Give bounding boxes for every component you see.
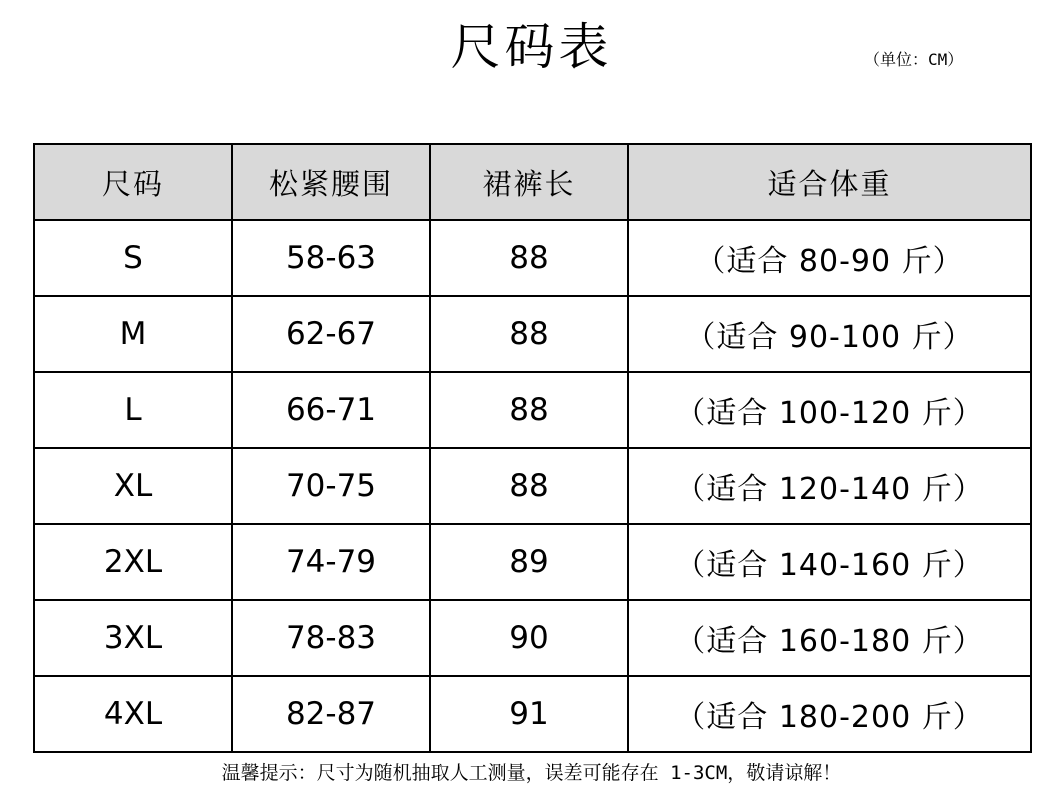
waist-cell: 82-87 (232, 676, 430, 752)
length-cell: 90 (430, 600, 628, 676)
weight-cell: （适合 90-100 斤） (628, 296, 1031, 372)
table-row (34, 296, 1031, 372)
size-cell: M (34, 296, 232, 372)
table-row (34, 524, 1031, 600)
weight-cell: （适合 180-200 斤） (628, 676, 1031, 752)
waist-cell: 70-75 (232, 448, 430, 524)
waist-cell: 62-67 (232, 296, 430, 372)
header-waist: 松紧腰围 (232, 144, 430, 220)
size-cell: XL (34, 448, 232, 524)
size-cell: S (34, 220, 232, 296)
table-row (34, 372, 1031, 448)
size-cell: 4XL (34, 676, 232, 752)
unit-label: （单位：CM） (864, 50, 964, 69)
table-row (34, 220, 1031, 296)
header-weight: 适合体重 (628, 144, 1031, 220)
waist-cell: 58-63 (232, 220, 430, 296)
waist-cell: 78-83 (232, 600, 430, 676)
size-cell: 3XL (34, 600, 232, 676)
page-title: 尺码表 (450, 18, 613, 76)
size-table (33, 143, 1032, 753)
length-cell: 88 (430, 372, 628, 448)
waist-cell: 66-71 (232, 372, 430, 448)
weight-cell: （适合 120-140 斤） (628, 448, 1031, 524)
waist-cell: 74-79 (232, 524, 430, 600)
weight-cell: （适合 160-180 斤） (628, 600, 1031, 676)
table-row (34, 600, 1031, 676)
table-row (34, 676, 1031, 752)
length-cell: 88 (430, 448, 628, 524)
size-cell: L (34, 372, 232, 448)
table-header-row (34, 144, 1031, 220)
weight-cell: （适合 100-120 斤） (628, 372, 1031, 448)
measurement-note: 温馨提示：尺寸为随机抽取人工测量，误差可能存在 1-3CM，敬请谅解！ (221, 762, 842, 784)
size-cell: 2XL (34, 524, 232, 600)
length-cell: 89 (430, 524, 628, 600)
weight-cell: （适合 140-160 斤） (628, 524, 1031, 600)
table-row (34, 448, 1031, 524)
length-cell: 88 (430, 296, 628, 372)
length-cell: 88 (430, 220, 628, 296)
header-length: 裙裤长 (430, 144, 628, 220)
weight-cell: （适合 80-90 斤） (628, 220, 1031, 296)
length-cell: 91 (430, 676, 628, 752)
header-size: 尺码 (34, 144, 232, 220)
